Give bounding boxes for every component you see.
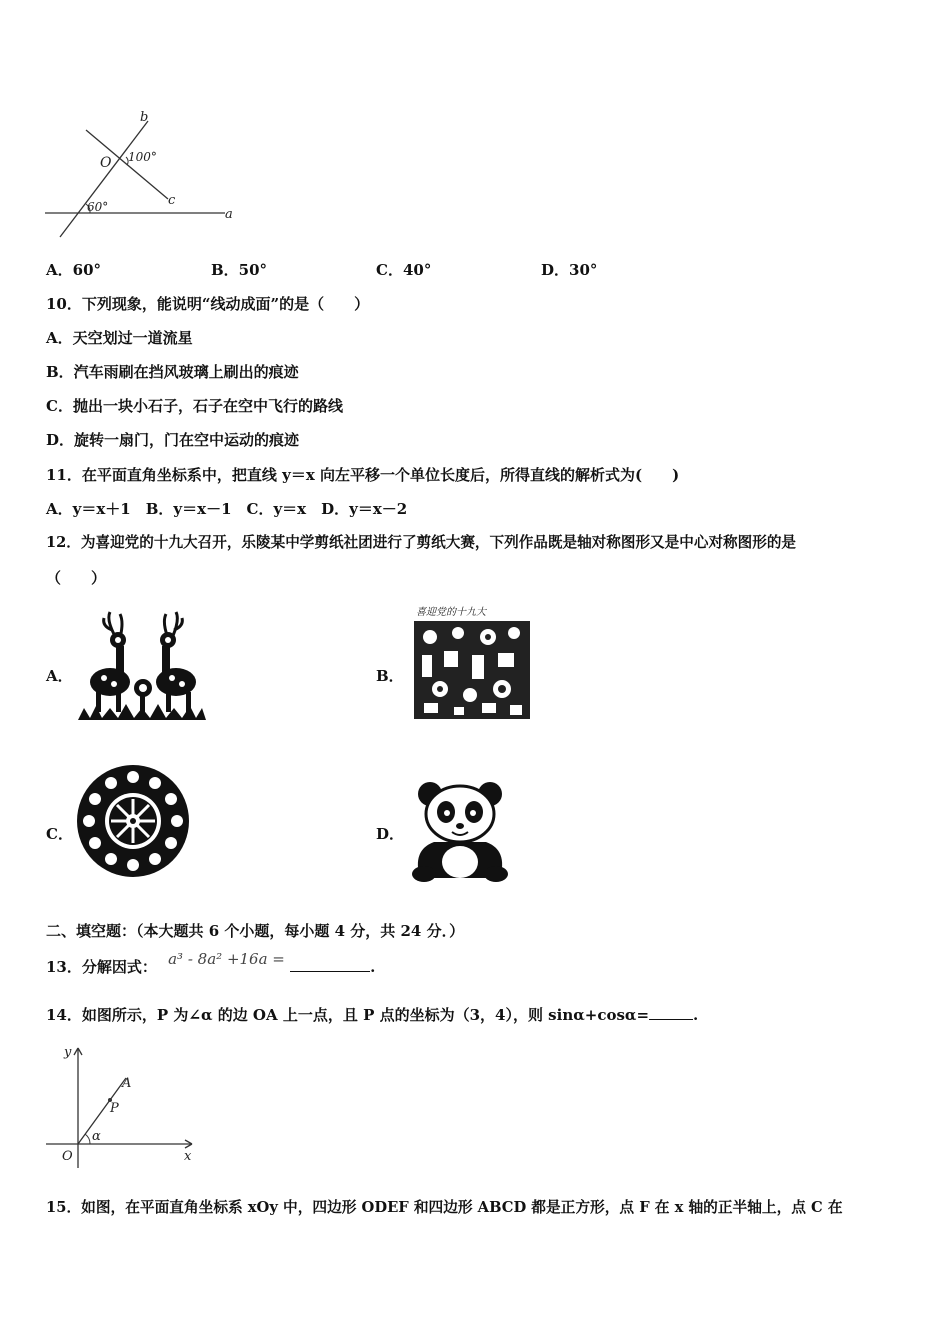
label-A: A [122,1076,132,1091]
q9-angle-figure [40,105,250,245]
label-y: y [64,1045,72,1060]
q9-option-a: A．60° [46,261,102,279]
label-angle-60: 60° [87,200,109,214]
q11-stem: 11．在平面直角坐标系中，把直线 y＝x 向左平移一个单位长度后，所得直线的解析式为( ) [46,466,680,484]
q14-suffix: . [693,1006,699,1024]
q10-stem: 10．下列现象，能说明“线动成面”的是（ ） [46,295,370,313]
q11-options: A．y＝x＋1 B．y＝x－1 C．y＝x D．y＝x－2 [46,500,408,518]
papercut-caption: 喜迎党的十九大 [416,607,486,618]
q13-prefix: 13．分解因式： [46,958,157,976]
q15-stem: 15．如图，在平面直角坐标系 xOy 中，四边形 ODEF 和四边形 ABCD 都是正方形，点 F 在 x 轴的正半轴上，点 C 在 [46,1199,843,1216]
q13-line [46,950,376,977]
papercut-deer-image [76,610,208,722]
papercut-festival-image [410,603,534,721]
q9-option-d: D．30° [541,261,598,279]
q12-stem: 12．为喜迎党的十九大召开，乐陵某中学剪纸社团进行了剪纸大赛，下列作品既是轴对称图形又是中心对称图形的是 [46,534,797,551]
q14-answer-blank[interactable] [649,1005,693,1020]
q14-coordinate-figure [42,1044,202,1174]
q12-label-a: A． [46,667,73,685]
q10-option-d: D．旋转一扇门，门在空中运动的痕迹 [46,431,300,449]
label-alpha: α [92,1129,101,1144]
q10-option-c: C．抛出一块小石子，石子在空中飞行的路线 [46,397,343,415]
q13-answer-blank[interactable] [290,957,370,972]
q13-formula: a³ - 8a² +16a = [168,950,285,968]
label-O: O [100,155,112,171]
label-b: b [140,110,149,125]
label-x: x [184,1149,192,1164]
q12-label-b: B． [376,667,404,685]
label-P: P [110,1101,119,1116]
q10-option-b: B．汽车雨刷在挡风玻璃上刷出的痕迹 [46,363,299,381]
label-c: c [168,193,176,208]
section2-heading: 二、填空题：（本大题共 6 个小题，每小题 4 分，共 24 分．） [46,922,465,940]
q12-label-c: C． [46,825,73,843]
q12-label-d: D． [376,825,405,843]
label-angle-100: 100° [128,150,157,164]
q9-option-b: B．50° [211,261,268,279]
papercut-panda-image [408,778,512,882]
q12-paren: （ ） [46,569,107,587]
q13-suffix: . [370,958,376,976]
q9-option-c: C．40° [376,261,432,279]
label-O: O [62,1149,73,1164]
q14-line [46,1005,698,1025]
q10-option-a: A．天空划过一道流星 [46,329,193,347]
papercut-flower-image [74,762,192,880]
q14-stem: 14．如图所示，P 为∠α 的边 OA 上一点，且 P 点的坐标为（3，4），则 sinα+cosα= [46,1006,650,1024]
label-a: a [225,207,233,222]
